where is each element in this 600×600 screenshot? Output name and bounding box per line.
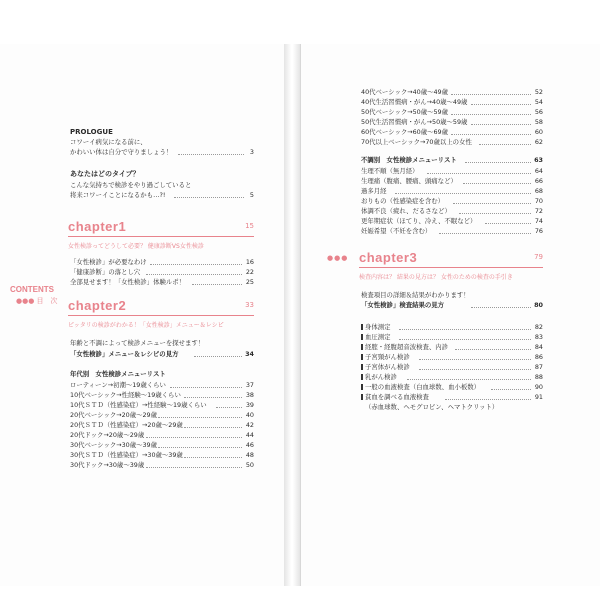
contents-title: CONTENTS <box>10 285 54 294</box>
bullet-mark <box>361 354 363 360</box>
right-page: 40代ベーシック→40歳～49歳 52 40代生活習慣病・がん→40歳～49歳 54 50代ベーシック→50歳～59歳 56 50代生活習慣病・がん→50歳～59歳 58 60代ベーシック→60歳～69歳 60 70代以上ベーシック→70歳以上の女性 62 不調別 女性検診メニューリスト 63 生理不順（無月経） 64 生理痛（腹痛、腰痛、頭痛など） 66 過多月経 68 おりもの（性感染症を含む） 70 体調不良（疲れ、だるさなど） 72 更年期症状（ほてり、冷え、不眠など） 74 妊娠希望（不妊を含む） 76 ●●● chapter3 79 検査内容は？ 結果の見方は？ 女性のための検査の手引き 検査項目の詳細＆結果がわかります！ 「女性検診」検査結果の見方 80 身体測定 82 血圧測定 83 経腟・経腹超音波検査、内診 84 子宮頸がん検診 86 子宮体がん検診 87 乳がん検診 88 一般の血液検査（白血球数、血小板数） 90 貧血を調べる血液検査 91 （赤血球数、ヘモグロビン、ヘマトクリット） <box>300 44 600 586</box>
chapter3-dots: ●●● <box>327 254 349 262</box>
chapter1-page: 15 <box>245 222 254 230</box>
type-heading: あなたはどのタイプ？ <box>70 170 140 178</box>
book-spread <box>0 44 600 586</box>
prologue-line1: コワーイ病気になる前に、 <box>70 138 147 146</box>
contents-subtitle: ●●● 目 次 <box>16 297 58 305</box>
bullet-mark <box>361 394 363 400</box>
chapter3-page: 79 <box>534 253 543 261</box>
chapter2-rule <box>68 315 254 316</box>
type-line1: こんな気持ちで検診をやり過ごしていると <box>70 181 192 189</box>
prologue-heading: PROLOGUE <box>70 128 113 136</box>
bullet-mark <box>361 324 363 330</box>
book-gutter <box>284 44 300 586</box>
bullet-mark <box>361 364 363 370</box>
chapter3-subtitle: 検査内容は？ 結果の見方は？ 女性のための検査の手引き <box>359 274 513 281</box>
chapter1-title[interactable]: chapter1 <box>68 219 127 234</box>
bullet-mark <box>361 334 363 340</box>
ch3-last-line: （赤血球数、ヘモグロビン、ヘマトクリット） <box>365 403 499 411</box>
chapter2-page: 33 <box>245 301 254 309</box>
chapter2-title[interactable]: chapter2 <box>68 298 127 313</box>
chapter3-rule <box>359 267 543 268</box>
chapter2-subtitle: ピッタリの検診がわかる！「女性検診」メニュー＆レシピ <box>68 322 224 329</box>
ch2-list-heading: 年代別 女性検診メニューリスト <box>70 370 166 378</box>
bullet-mark <box>361 374 363 380</box>
chapter3-title[interactable]: chapter3 <box>359 250 418 265</box>
bullet-mark <box>361 384 363 390</box>
ch2-intro-line1: 年齢と不調によって検診メニューを探せます！ <box>70 339 205 347</box>
ch3-intro-line1: 検査項目の詳細＆結果がわかります！ <box>361 291 470 299</box>
chapter1-subtitle: 女性検診ってどうして必要？ 健康診断VS女性検診 <box>68 243 204 250</box>
left-page: CONTENTS ●●● 目 次 PROLOGUE コワーイ病気になる前に、 かわいい体は自分で守りましょう！ 3 あなたはどのタイプ？ こんな気持ちで検診をやり過ごしていると 将来コワーイことになるかも…?! 5 chapter1 15 女性検診ってどうして必要？ 健康診断VS女性検診 「女性検診」が必要なわけ 16 「健康診断」の落とし穴 22 全部見せます！「女性検診」体験ルポ！ 25 chapter2 33 ピッタリの検診がわかる！「女性検診」メニュー＆レシピ 年齢と不調によって検診メニューを探せます！ 「女性検診」メニュー＆レシピの見方 34 年代別 女性検診メニューリスト ローティーン→初潮～19歳くらい 37 10代ベーシック→性経験～19歳くらい 38 10代ＳＴＤ（性感染症）→性経験～19歳くらい 39 20代ベーシック→20歳～29歳 40 20代ＳＴＤ（性感染症）→20歳～29歳 42 20代ドック→20歳～29歳 44 30代ベーシック→30歳～39歳 46 30代ＳＴＤ（性感染症）→30歳～39歳 48 30代ドック→30歳～39歳 50 <box>0 44 285 586</box>
bullet-mark <box>361 344 363 350</box>
chapter1-rule <box>68 236 254 237</box>
